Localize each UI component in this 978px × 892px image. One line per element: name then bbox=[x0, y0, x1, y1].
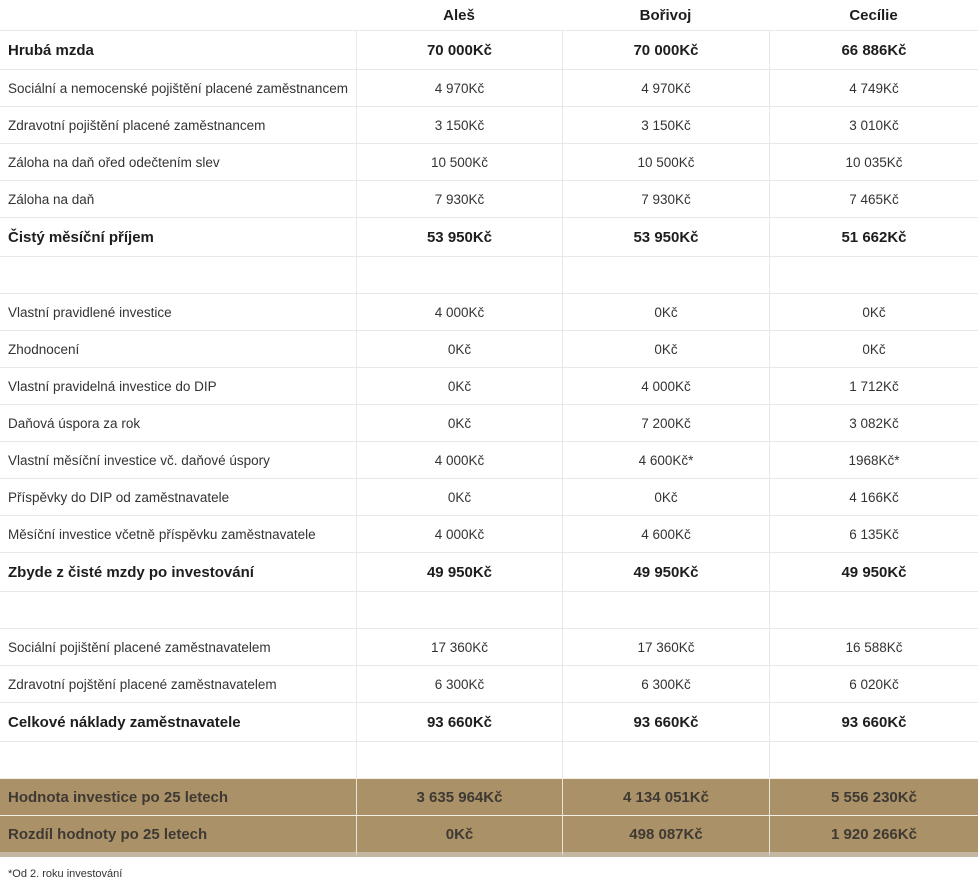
cell-value: 16 588Kč bbox=[769, 628, 978, 665]
cell-value: 3 010Kč bbox=[769, 106, 978, 143]
row-label: Vlastní pravidelná investice do DIP bbox=[0, 367, 356, 404]
cell-value: 3 082Kč bbox=[769, 404, 978, 441]
cell-value: 1 920 266Kč bbox=[769, 815, 978, 857]
row-label: Vlastní měsíční investice vč. daňové úspory bbox=[0, 441, 356, 478]
cell-value: 53 950Kč bbox=[356, 217, 562, 256]
table-row bbox=[0, 628, 978, 665]
cell-value: 49 950Kč bbox=[562, 552, 769, 591]
row-label: Vlastní pravidlené investice bbox=[0, 293, 356, 330]
cell-value: 10 500Kč bbox=[562, 143, 769, 180]
cell-value: 5 556 230Kč bbox=[769, 778, 978, 815]
table-body bbox=[0, 30, 978, 857]
table-row bbox=[0, 702, 978, 741]
cell-value: 10 035Kč bbox=[769, 143, 978, 180]
table-row bbox=[0, 515, 978, 552]
cell-value bbox=[769, 741, 978, 778]
table-row bbox=[0, 293, 978, 330]
row-label: Měsíční investice včetně příspěvku zaměstnavatele bbox=[0, 515, 356, 552]
cell-value bbox=[562, 256, 769, 293]
column-header-person-3: Cecílie bbox=[769, 0, 978, 30]
cell-value bbox=[356, 591, 562, 628]
header-row bbox=[0, 0, 978, 30]
cell-value: 4 000Kč bbox=[356, 515, 562, 552]
row-label bbox=[0, 256, 356, 293]
cell-value: 3 150Kč bbox=[356, 106, 562, 143]
cell-value bbox=[562, 741, 769, 778]
spacer-row bbox=[0, 741, 978, 778]
row-label: Příspěvky do DIP od zaměstnavatele bbox=[0, 478, 356, 515]
cell-value: 93 660Kč bbox=[769, 702, 978, 741]
cell-value: 0Kč bbox=[356, 404, 562, 441]
row-label: Zdravotní pojištění placené zaměstnancem bbox=[0, 106, 356, 143]
row-label: Hrubá mzda bbox=[0, 30, 356, 69]
row-label: Zhodnocení bbox=[0, 330, 356, 367]
spacer-row bbox=[0, 256, 978, 293]
table-header bbox=[0, 0, 978, 30]
cell-value: 4 970Kč bbox=[356, 69, 562, 106]
cell-value bbox=[356, 256, 562, 293]
cell-value: 6 300Kč bbox=[562, 665, 769, 702]
column-header-person-1: Aleš bbox=[356, 0, 562, 30]
cell-value: 498 087Kč bbox=[562, 815, 769, 857]
cell-value: 53 950Kč bbox=[562, 217, 769, 256]
cell-value: 0Kč bbox=[356, 815, 562, 857]
cell-value: 70 000Kč bbox=[562, 30, 769, 69]
cell-value: 49 950Kč bbox=[769, 552, 978, 591]
cell-value: 7 465Kč bbox=[769, 180, 978, 217]
table-row bbox=[0, 404, 978, 441]
cell-value: 4 000Kč bbox=[356, 441, 562, 478]
row-label: Sociální pojištění placené zaměstnavatelem bbox=[0, 628, 356, 665]
cell-value: 0Kč bbox=[562, 330, 769, 367]
table-row bbox=[0, 778, 978, 815]
cell-value: 4 600Kč* bbox=[562, 441, 769, 478]
cell-value: 3 150Kč bbox=[562, 106, 769, 143]
cell-value: 93 660Kč bbox=[562, 702, 769, 741]
table-row bbox=[0, 478, 978, 515]
row-label: Daňová úspora za rok bbox=[0, 404, 356, 441]
cell-value: 7 930Kč bbox=[562, 180, 769, 217]
cell-value: 6 020Kč bbox=[769, 665, 978, 702]
table-row bbox=[0, 665, 978, 702]
table-footnote: *Od 2. roku investování bbox=[8, 868, 123, 880]
cell-value: 66 886Kč bbox=[769, 30, 978, 69]
spacer-row bbox=[0, 591, 978, 628]
cell-value: 93 660Kč bbox=[356, 702, 562, 741]
row-label: Záloha na daň bbox=[0, 180, 356, 217]
cell-value: 10 500Kč bbox=[356, 143, 562, 180]
cell-value: 4 000Kč bbox=[562, 367, 769, 404]
cell-value: 4 970Kč bbox=[562, 69, 769, 106]
table-row bbox=[0, 69, 978, 106]
row-label: Čistý měsíční příjem bbox=[0, 217, 356, 256]
cell-value: 17 360Kč bbox=[562, 628, 769, 665]
table-row bbox=[0, 180, 978, 217]
table-row bbox=[0, 367, 978, 404]
row-label: Celkové náklady zaměstnavatele bbox=[0, 702, 356, 741]
cell-value: 0Kč bbox=[356, 478, 562, 515]
row-label: Sociální a nemocenské pojištění placené zaměstnancem bbox=[0, 69, 356, 106]
cell-value: 4 749Kč bbox=[769, 69, 978, 106]
row-label: Hodnota investice po 25 letech bbox=[0, 778, 356, 815]
cell-value: 17 360Kč bbox=[356, 628, 562, 665]
row-label: Rozdíl hodnoty po 25 letech bbox=[0, 815, 356, 857]
table-row bbox=[0, 552, 978, 591]
cell-value: 49 950Kč bbox=[356, 552, 562, 591]
cell-value: 0Kč bbox=[356, 367, 562, 404]
table-row bbox=[0, 30, 978, 69]
cell-value: 0Kč bbox=[356, 330, 562, 367]
row-label: Záloha na daň ořed odečtením slev bbox=[0, 143, 356, 180]
cell-value: 70 000Kč bbox=[356, 30, 562, 69]
cell-value: 3 635 964Kč bbox=[356, 778, 562, 815]
cell-value bbox=[769, 256, 978, 293]
column-header-person-2: Bořivoj bbox=[562, 0, 769, 30]
table-row bbox=[0, 106, 978, 143]
cell-value: 6 135Kč bbox=[769, 515, 978, 552]
cell-value: 4 600Kč bbox=[562, 515, 769, 552]
table-row bbox=[0, 143, 978, 180]
row-label bbox=[0, 741, 356, 778]
cell-value: 51 662Kč bbox=[769, 217, 978, 256]
cell-value: 4 000Kč bbox=[356, 293, 562, 330]
cell-value bbox=[769, 591, 978, 628]
cell-value: 0Kč bbox=[769, 330, 978, 367]
cell-value bbox=[562, 591, 769, 628]
cell-value: 4 166Kč bbox=[769, 478, 978, 515]
cell-value: 1968Kč* bbox=[769, 441, 978, 478]
cell-value: 1 712Kč bbox=[769, 367, 978, 404]
row-label: Zbyde z čisté mzdy po investování bbox=[0, 552, 356, 591]
header-corner-cell bbox=[0, 0, 356, 30]
cell-value: 6 300Kč bbox=[356, 665, 562, 702]
cell-value: 7 930Kč bbox=[356, 180, 562, 217]
table-row bbox=[0, 217, 978, 256]
cell-value: 0Kč bbox=[562, 293, 769, 330]
cell-value bbox=[356, 741, 562, 778]
table-row bbox=[0, 815, 978, 857]
cell-value: 4 134 051Kč bbox=[562, 778, 769, 815]
row-label bbox=[0, 591, 356, 628]
table-row bbox=[0, 441, 978, 478]
row-label: Zdravotní pojštění placené zaměstnavatelem bbox=[0, 665, 356, 702]
cell-value: 0Kč bbox=[769, 293, 978, 330]
cell-value: 0Kč bbox=[562, 478, 769, 515]
cell-value: 7 200Kč bbox=[562, 404, 769, 441]
table-row bbox=[0, 330, 978, 367]
